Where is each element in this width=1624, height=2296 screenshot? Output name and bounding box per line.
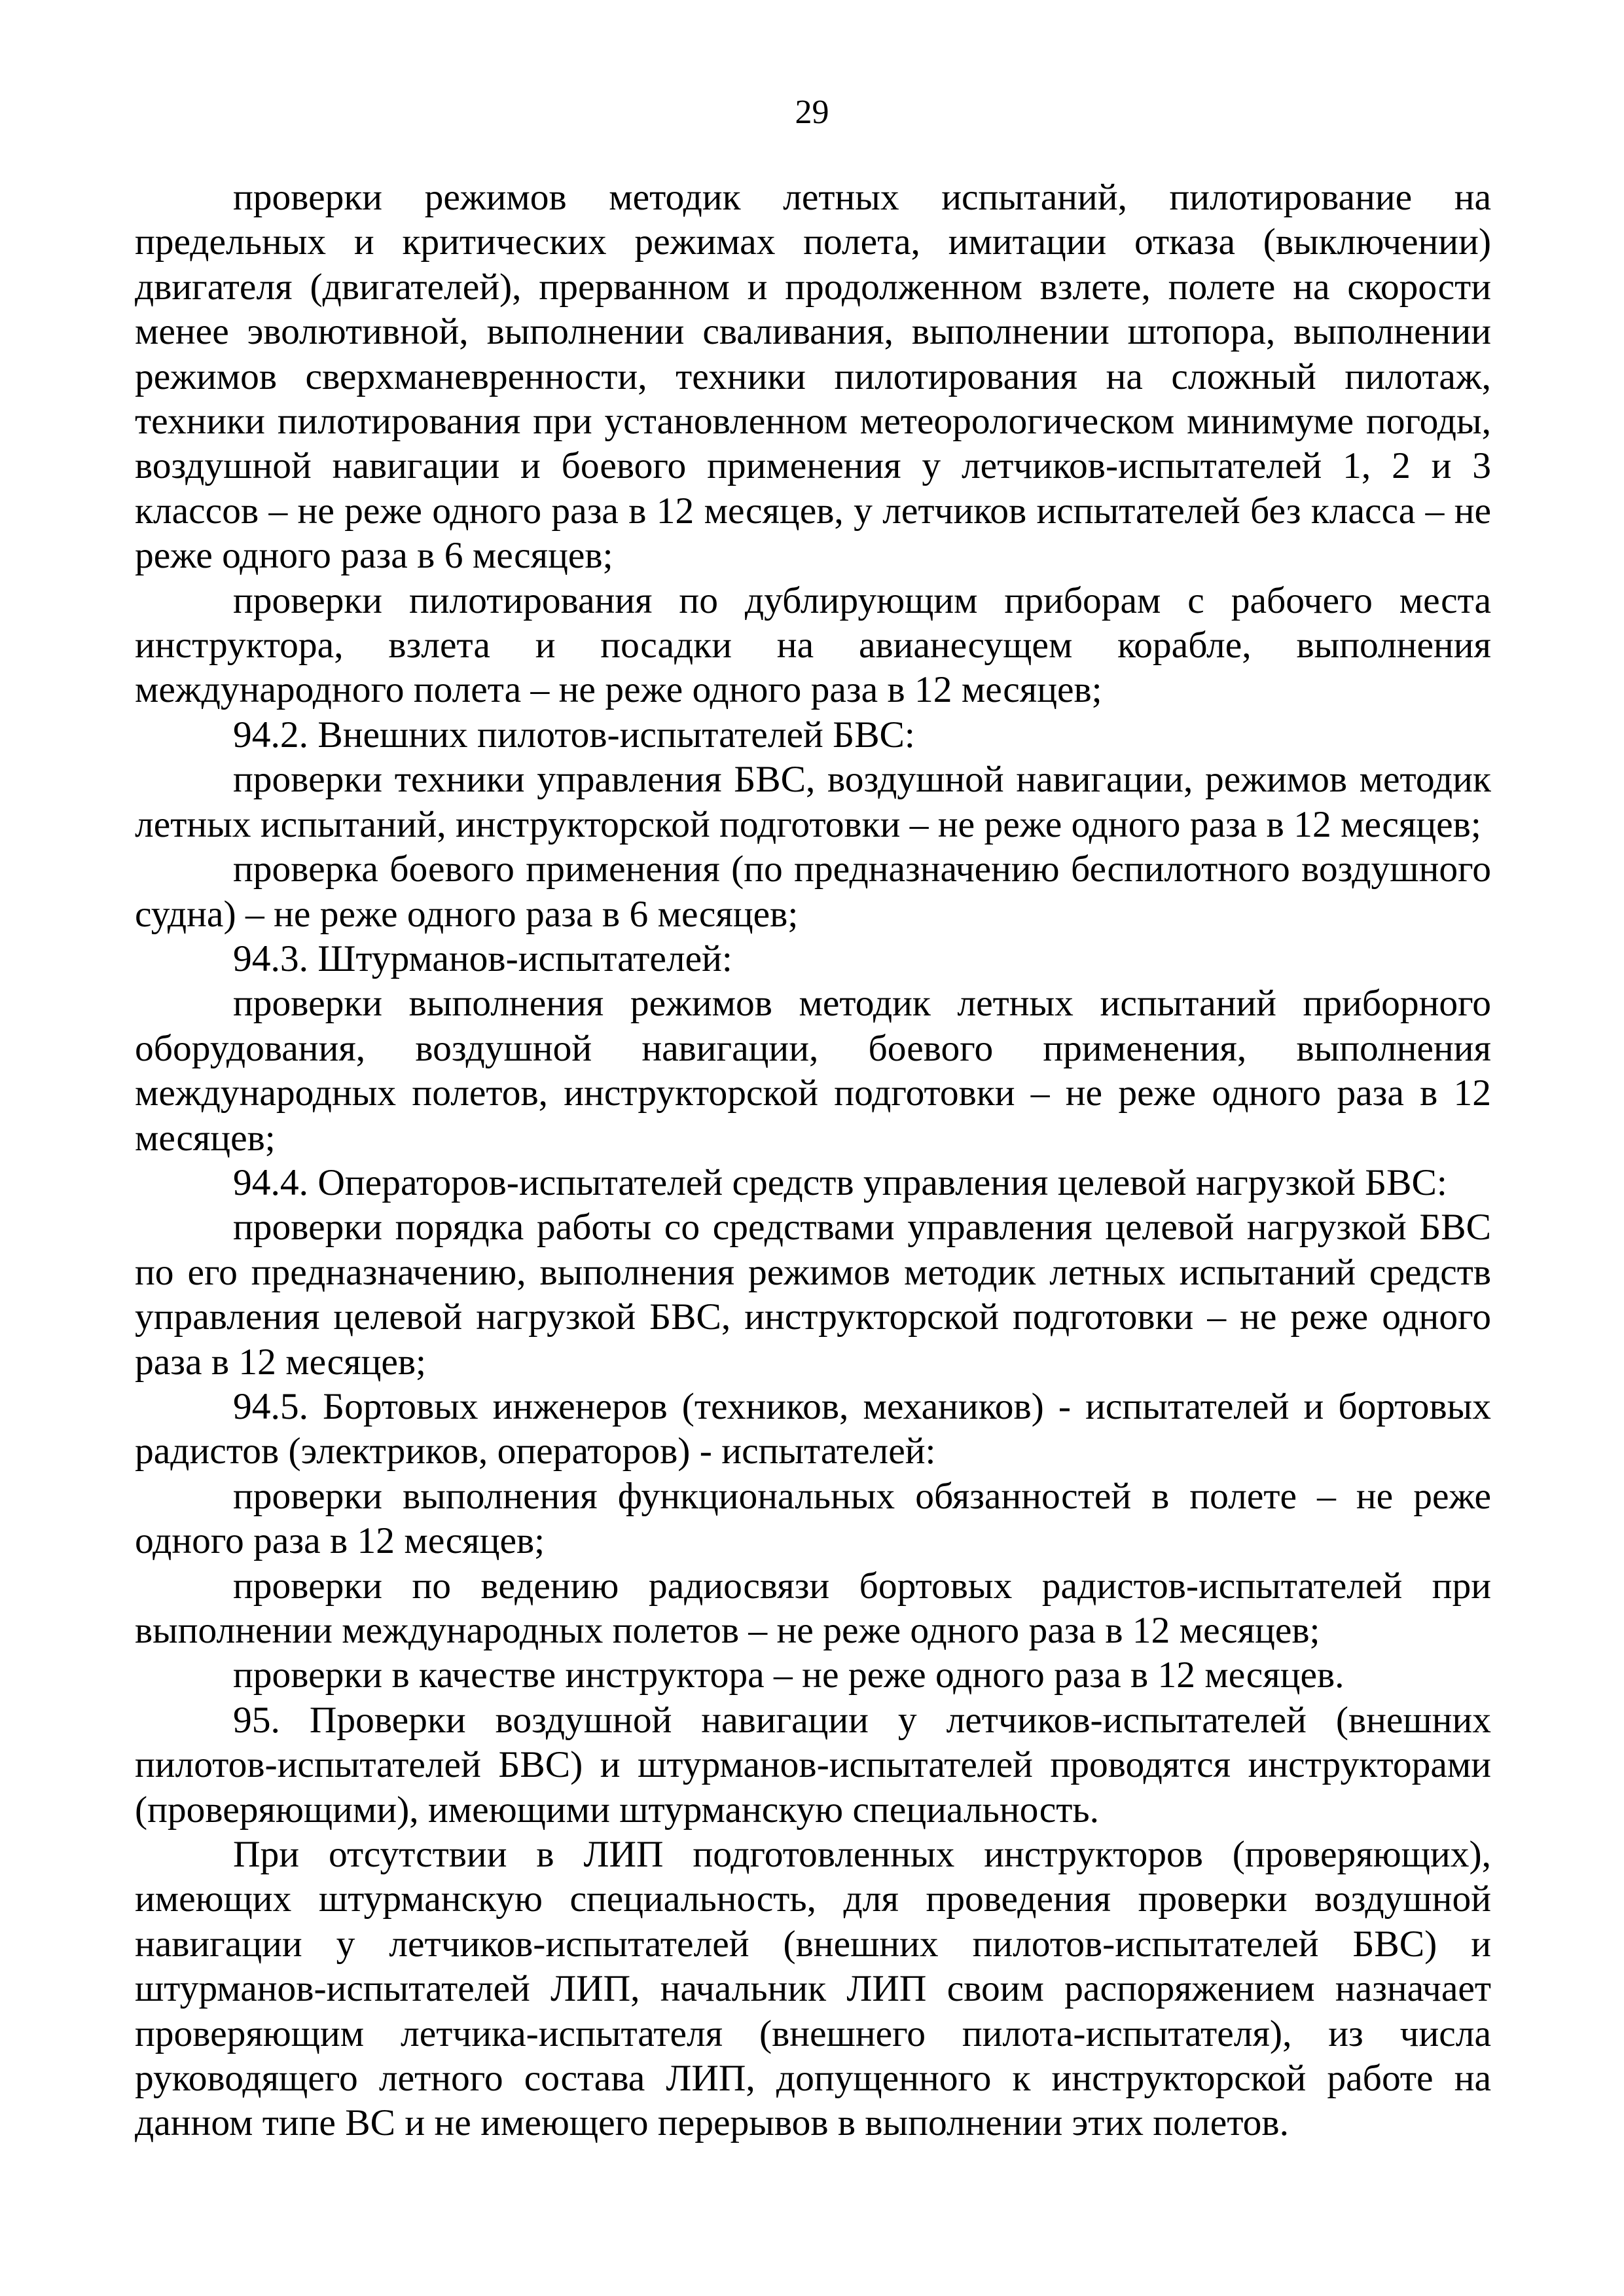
paragraph: проверки в качестве инструктора – не реже одного раза в 12 месяцев.: [233, 1654, 1344, 1696]
paragraph: 95. Проверки воздушной навигации у летчиков-испытателей (внешних пилотов-испытателей БВС) и штурманов-испытателей проводятся инструкторами (проверяющими), имеющими штурманскую специальность.: [135, 1699, 1491, 1831]
section-heading: 94.2. Внешних пилотов-испытателей БВС:: [233, 714, 915, 756]
page-number: 29: [795, 94, 829, 131]
paragraph: проверки порядка работы со средствами управления целевой нагрузкой БВС по его предназначению, выполнения режимов методик летных испытаний средств управления целевой нагрузкой БВС, инструкторской подготовки – не реже одного раза в 12 месяцев;: [135, 1207, 1491, 1383]
section-heading: 94.3. Штурманов-испытателей:: [233, 938, 732, 979]
section-heading: 94.5. Бортовых инженеров (техников, механиков) - испытателей и бортовых радистов (электриков, операторов) - испытателей:: [135, 1385, 1491, 1472]
paragraph: проверки техники управления БВС, воздушной навигации, режимов методик летных испытаний, инструкторской подготовки – не реже одного раза в 12 месяцев;: [135, 759, 1491, 845]
paragraph: проверки режимов методик летных испытаний, пилотирование на предельных и критических режимах полета, имитации отказа (выключении) двигателя (двигателей), прерванном и продолженном взлете, полете на скорости менее эволютивной, выполнении сваливания, выполнении штопора, выполнении режимов сверхманевренности, техники пилотирования на сложный пилотаж, техники пилотирования при установленном метеорологическом минимуме погоды, воздушной навигации и боевого применения у летчиков-испытателей 1, 2 и 3 классов – не реже одного раза в 12 месяцев, у летчиков испытателей без класса – не реже одного раза в 6 месяцев;: [135, 177, 1491, 577]
paragraph: проверки выполнения функциональных обязанностей в полете – не реже одного раза в 12 месяцев;: [135, 1475, 1491, 1562]
document-body: [135, 175, 1491, 2146]
paragraph: проверки по ведению радиосвязи бортовых радистов-испытателей при выполнении международных полетов – не реже одного раза в 12 месяцев;: [135, 1565, 1491, 1651]
paragraph: При отсутствии в ЛИП подготовленных инструкторов (проверяющих), имеющих штурманскую специальность, для проведения проверки воздушной навигации у летчиков-испытателей (внешних пилотов-испытателей БВС) и штурманов-испытателей ЛИП, начальник ЛИП своим распоряжением назначает проверяющим летчика-испытателя (внешнего пилота-испытателя), из числа руководящего летного состава ЛИП, допущенного к инструкторской работе на данном типе ВС и не имеющего перерывов в выполнении этих полетов.: [135, 1834, 1491, 2144]
paragraph: проверка боевого применения (по предназначению беспилотного воздушного судна) – не реже одного раза в 6 месяцев;: [135, 848, 1491, 935]
paragraph: проверки пилотирования по дублирующим приборам с рабочего места инструктора, взлета и посадки на авианесущем корабле, выполнения международного полета – не реже одного раза в 12 месяцев;: [135, 579, 1491, 711]
section-heading: 94.4. Операторов-испытателей средств управления целевой нагрузкой БВС:: [233, 1161, 1447, 1203]
paragraph: проверки выполнения режимов методик летных испытаний приборного оборудования, воздушной навигации, боевого применения, выполнения международных полетов, инструкторской подготовки – не реже одного раза в 12 месяцев;: [135, 983, 1491, 1159]
